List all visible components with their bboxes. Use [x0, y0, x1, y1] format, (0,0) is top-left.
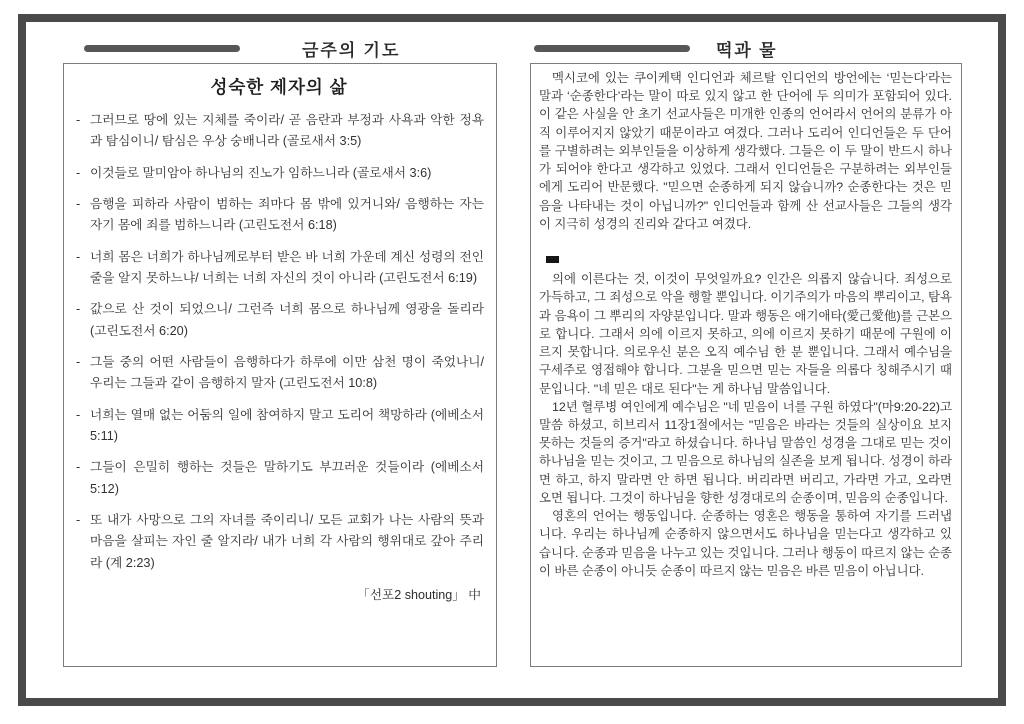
dash-bullet: - — [76, 113, 81, 127]
right-column — [530, 34, 962, 667]
right-column-header — [530, 34, 962, 63]
prayer-item-text: 음행을 피하라 사람이 범하는 죄마다 몸 밖에 있거니와/ 음행하는 자는 자기 몸에 죄를 범하느니라 (고린도전서 6:18) — [90, 196, 484, 233]
prayer-item-text: 이것들로 말미암아 하나님의 진노가 임하느니라 (골로새서 3:6) — [90, 165, 432, 180]
prayer-list-item — [74, 457, 484, 500]
page-border-frame — [18, 14, 1006, 706]
essay-body — [539, 270, 952, 580]
square-bullet-marker — [546, 256, 559, 263]
left-column-header — [63, 34, 497, 63]
essay-intro-paragraph: 멕시코에 있는 쿠이케택 인디언과 체르탈 인디언의 방언에는 ‘믿는다’라는 말과 ‘순종한다’라는 말이 따로 있지 않고 한 단어에 두 의미가 포함되어 있다. 이 같은 사실을 안 초기 선교사들은 미개한 인종의 언어라서 언어의 분류가 아직 이루어지지 않았기 때문이라고 여겼다. 그러나 도리어 인디언들은 두 단어를 구별하려는 외부인들을 이상하게 생각했다. 그들은 이 두 말이 반드시 하나가 되어야 한다고 생각하고 있었다. 그래서 인디언들은 구분하려는 외부인들에게 도리어 반문했다. "믿으면 순종하게 되지 않습니까? 순종한다는 것은 믿음을 나타내는 것이 아닙니까?" 인디언들과 함께 산 선교사들은 그들의 생각이 지극히 성경의 진리와 같다고 여겼다. — [539, 71, 952, 231]
essay-paragraph: 영혼의 언어는 행동입니다. 순종하는 영혼은 행동을 통하여 자기를 드러냅니다. 우리는 하나님께 순종하지 않으면서도 하나님을 믿는다고 생각하고 있습니다. 순종과 믿음을 나누고 있는 것입니다. 그러나 행동이 따르지 않는 순종이 바른 순종이 아니듯 순종이 따르지 않는 믿음은 바른 믿음이 아닙니다. — [539, 509, 952, 578]
right-section-title: 떡과 물 — [716, 41, 778, 60]
header-bar-decoration — [84, 45, 240, 52]
prayer-item-text: 그들이 은밀히 행하는 것들은 말하기도 부끄러운 것들이라 (에베소서 5:12) — [90, 460, 484, 496]
essay-paragraph: 의에 이른다는 것, 이것이 무엇일까요? 인간은 의롭지 않습니다. 죄성으로 가득하고, 그 죄성으로 악을 행할 뿐입니다. 이기주의가 마음의 뿌리이고, 탐욕과 음욕이 그 뿌리의 자양분입니다. 말과 행동은 애기애타(愛己愛他)를 근본으로 합니다. 그래서 의에 이르지 못하고, 의에 이르지 못하기 때문에 구원에 이르지 못합니다. 의로우신 분은 오직 예수님 한 분 뿐입니다. 그래서 예수님을 구세주로 영접해야 합니다. 그분을 믿으면 믿는 자들을 의롭다 칭해주시기 때문입니다. "네 믿은 대로 된다"는 게 하나님 말씀입니다. — [539, 272, 952, 396]
left-section-title: 금주의 기도 — [302, 41, 401, 60]
prayer-item-text: 너희 몸은 너희가 하나님께로부터 받은 바 너희 가운데 계신 성령의 전인 줄을 알지 못하느냐/ 너희는 너희 자신의 것이 아니라 (고린도전서 6:19) — [90, 249, 484, 285]
left-column — [63, 34, 497, 667]
prayer-item-text: 값으로 산 것이 되었으니/ 그런즉 너희 몸으로 하나님께 영광을 돌리라 (고린도전서 6:20) — [90, 302, 484, 338]
prayer-list-item — [74, 510, 484, 574]
prayer-list — [74, 110, 484, 574]
dash-bullet: - — [76, 512, 81, 527]
essay-box — [530, 63, 962, 667]
prayer-list-item — [74, 299, 484, 342]
dash-bullet: - — [76, 302, 81, 317]
source-attribution: 「선포2 shouting」 中 — [357, 587, 481, 602]
header-bar-decoration — [534, 45, 690, 52]
dash-bullet: - — [76, 354, 81, 369]
prayer-item-text: 그러므로 땅에 있는 지체를 죽이라/ 곧 음란과 부정과 사욕과 악한 정욕과 탐심이니/ 탐심은 우상 숭배니라 (골로새서 3:5) — [90, 113, 484, 149]
prayer-list-item — [74, 163, 484, 184]
prayer-item-text: 그들 중의 어떤 사람들이 음행하다가 하루에 이만 삼천 명이 죽었나니/ 우리는 그들과 같이 음행하지 말자 (고린도전서 10:8) — [90, 354, 484, 391]
dash-bullet: - — [76, 165, 81, 180]
dash-bullet: - — [76, 196, 81, 211]
prayer-item-text: 또 내가 사망으로 그의 자녀를 죽이리니/ 모든 교회가 나는 사람의 뜻과 마음을 살피는 자인 줄 알지라/ 내가 너희 각 사람의 행위대로 갚아 주리라 (계 2:23) — [90, 512, 484, 570]
essay-paragraph: 12년 혈루병 여인에게 예수님은 "네 믿음이 너를 구원 하였다"(마9:20-22)고 말씀 하셨고, 히브리서 11장1절에서는 "믿음은 바라는 것들의 실상이요 보지 못하는 것들의 증거"라고 하셨습니다. 하나님 말씀인 성경을 그대로 믿는 것이 하나님을 믿는 것이고, 그 믿음으로 하나님의 실존을 보게 됩니다. 성경이 하라면 하고, 하지 말라면 안 하면 됩니다. 버리라면 버리고, 가라면 가고, 오라면 오면 됩니다. 그것이 하나님을 향한 성경대로의 순종이며, 믿음의 순종입니다. — [539, 399, 952, 505]
dash-bullet: - — [76, 249, 81, 264]
dash-bullet: - — [76, 407, 81, 422]
prayer-list-item — [74, 194, 484, 237]
dash-bullet: - — [76, 460, 81, 475]
prayer-list-item — [74, 110, 484, 153]
prayer-list-item — [74, 247, 484, 290]
prayer-list-item — [74, 352, 484, 395]
prayer-list-item — [74, 405, 484, 448]
prayer-box — [63, 63, 497, 667]
prayer-box-title: 성숙한 제자의 삶 — [210, 77, 348, 97]
prayer-item-text: 너희는 열매 없는 어둠의 일에 참여하지 말고 도리어 책망하라 (에베소서 5:11) — [90, 407, 484, 443]
